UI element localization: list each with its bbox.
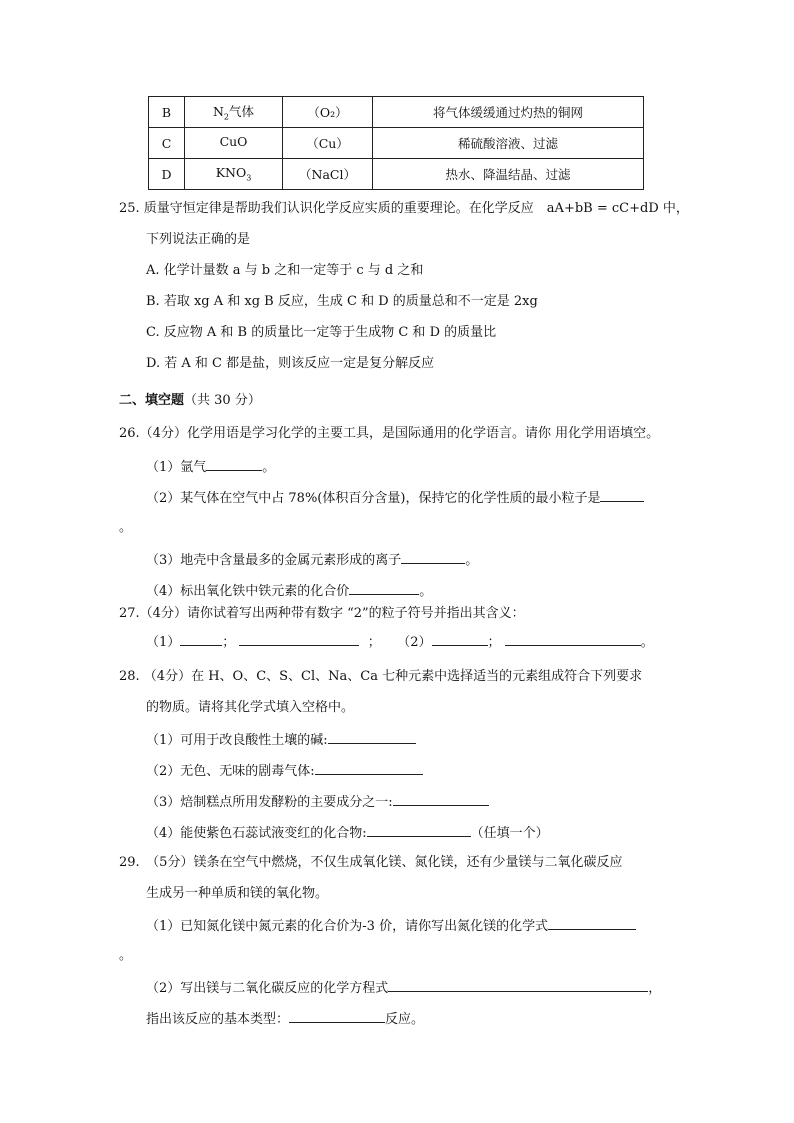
q25-stem-cont: 下列说法正确的是 <box>146 232 251 247</box>
impurity-cell: （O₂） <box>283 97 373 128</box>
q27-stem: 27.（4分）请你试着写出两种带有数字 “2”的粒子符号并指出其含义： <box>119 606 525 621</box>
q26-part3: （3）地壳中含量最多的金属元素形成的离子 。 <box>146 550 478 570</box>
answer-blank[interactable] <box>432 632 488 646</box>
q28-part4: （4）能使紫色石蕊试液变红的化合物: （任填一个） <box>146 823 549 843</box>
q26-part2: （2）某气体在空气中占 78%(体积百分含量)，保持它的化学性质的最小粒子是 <box>146 488 644 508</box>
q26-stem: 26.（4分）化学用语是学习化学的主要工具，是国际通用的化学语言。请你 用化学用语填空。 <box>119 426 660 441</box>
answer-blank[interactable] <box>180 632 222 646</box>
section-heading: 二、填空题（共 30 分） <box>119 393 261 408</box>
impurity-cell: （NaCl） <box>283 159 373 190</box>
q29-part2: （2）写出镁与二氧化碳反应的化学方程式 ， <box>146 978 661 998</box>
q25-option-a: A. 化学计量数 a 与 b 之和一定等于 c 与 d 之和 <box>146 263 424 278</box>
answer-blank[interactable] <box>367 823 471 837</box>
answer-blank[interactable] <box>206 457 262 471</box>
q25-option-b: B. 若取 xg A 和 xg B 反应，生成 C 和 D 的质量总和不一定是 2xg <box>146 294 538 309</box>
q25-option-c: C. 反应物 A 和 B 的质量比一定等于生成物 C 和 D 的质量比 <box>146 325 497 340</box>
answer-blank[interactable] <box>328 730 416 744</box>
answer-blank[interactable] <box>548 916 636 930</box>
answer-blank[interactable] <box>401 550 465 564</box>
table-row <box>149 128 644 159</box>
table-row <box>149 97 644 128</box>
q25-stem: 25. 质量守恒定律是帮助我们认识化学反应实质的重要理论。在化学反应 aA+bB = cC+dD 中， <box>119 201 689 216</box>
row-label: D <box>149 159 185 190</box>
row-label: B <box>149 97 185 128</box>
substance-cell: $KNO_3$ <box>185 159 283 190</box>
q29-part3: 指出该反应的基本类型： 反应。 <box>146 1009 424 1029</box>
q28-part3: （3）焙制糕点所用发酵粉的主要成分之一: <box>146 792 489 812</box>
method-cell: 稀硫酸溶液、过滤 <box>373 128 644 159</box>
method-cell: 将气体缓缓通过灼热的铜网 <box>373 97 644 128</box>
answer-blank[interactable] <box>239 632 359 646</box>
table-row <box>149 159 644 190</box>
answer-blank[interactable] <box>505 632 641 646</box>
q26-part1: （1）氩气 。 <box>146 457 275 477</box>
options-table <box>148 96 644 190</box>
q26-part2-end: 。 <box>119 520 133 535</box>
substance-cell: $N_2$气体 <box>185 97 283 128</box>
answer-blank[interactable] <box>315 761 423 775</box>
q29-part1: （1）已知氮化镁中氮元素的化合价为-3 价，请你写出氮化镁的化学式 <box>146 916 636 936</box>
answer-blank[interactable] <box>600 488 644 502</box>
answer-blank[interactable] <box>393 792 489 806</box>
q26-part4: （4）标出氧化铁中铁元素的化合价 。 <box>146 581 432 601</box>
q28-stem-cont: 的物质。请将其化学式填入空格中。 <box>146 700 355 715</box>
q28-part2: （2）无色、无味的剧毒气体: <box>146 761 423 781</box>
method-cell: 热水、降温结晶、过滤 <box>373 159 644 190</box>
row-label: C <box>149 128 185 159</box>
q28-stem: 28. （4分）在 H、O、C、S、Cl、Na、Ca 七种元素中选择适当的元素组成符合下列要求 <box>119 669 643 684</box>
impurity-cell: （Cu） <box>283 128 373 159</box>
answer-blank[interactable] <box>349 581 419 595</box>
q27-answers: （1） ； ； （2） ； 。 <box>146 632 654 652</box>
answer-blank[interactable] <box>289 1009 385 1023</box>
q28-part1: （1）可用于改良酸性土壤的碱: <box>146 730 416 750</box>
substance-cell: CuO <box>185 128 283 159</box>
answer-blank[interactable] <box>388 978 648 992</box>
q29-stem: 29. （5分）镁条在空气中燃烧，不仅生成氧化镁、氮化镁，还有少量镁与二氧化碳反应 <box>119 855 623 870</box>
q25-option-d: D. 若 A 和 C 都是盐，则该反应一定是复分解反应 <box>146 356 435 371</box>
q29-stem-cont: 生成另一种单质和镁的氧化物。 <box>146 886 329 901</box>
q29-part1-end: 。 <box>119 948 133 963</box>
